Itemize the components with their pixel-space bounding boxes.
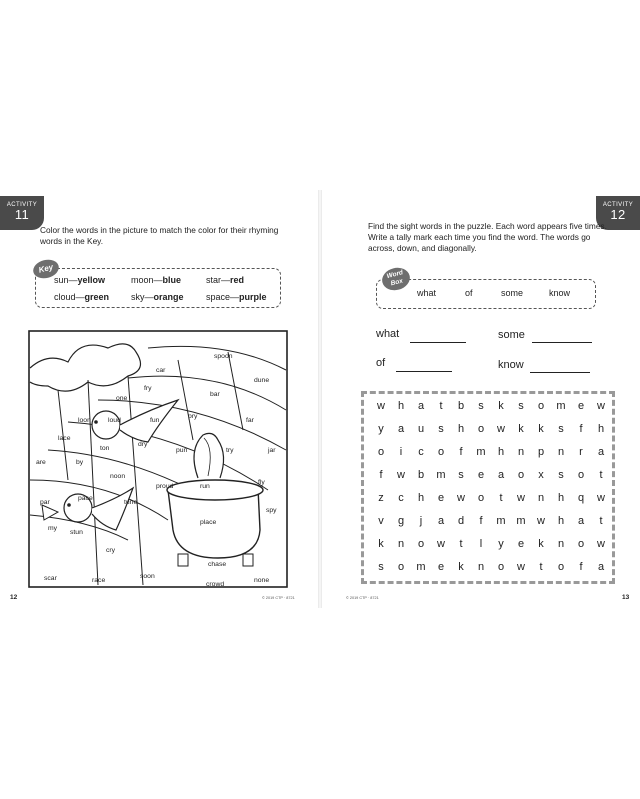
grid-letter[interactable]: t [599,469,603,481]
picture-word: loud [108,417,121,424]
grid-letter[interactable]: s [438,423,444,435]
picture-word: try [226,447,234,454]
picture-word: fry [144,385,152,392]
grid-letter[interactable]: y [498,538,504,550]
grid-letter[interactable]: k [498,400,504,412]
picture-word: spoon [214,353,233,360]
page-number-right: 13 [622,594,630,601]
left-page [0,190,318,608]
picture-word: scar [44,575,57,582]
key-item: sun—yellow [54,275,106,285]
grid-letter[interactable]: y [378,423,384,435]
grid-letter[interactable]: t [439,400,443,412]
grid-letter[interactable]: z [378,492,384,504]
grid-letter[interactable]: w [597,400,605,412]
grid-letter[interactable]: h [457,423,465,435]
key-item: moon—blue [131,275,182,285]
grid-letter[interactable]: a [417,400,425,412]
word-box-badge: Word Box [380,265,412,293]
copyright-right: © 2019 CTP · 8721 [346,596,379,600]
picture-word: car [156,367,166,374]
grid-letter[interactable]: t [539,561,543,573]
tally-blank[interactable] [396,371,452,372]
picture-word: tune [124,499,138,506]
picture-word: bar [210,391,220,398]
tally-blank[interactable] [410,342,466,343]
picture-word: fly [258,479,265,486]
grid-letter[interactable]: o [577,538,585,550]
workbook-spread [0,190,640,608]
grid-letter[interactable]: a [597,446,605,458]
grid-letter[interactable]: a [577,515,585,527]
grid-letter[interactable]: f [579,423,583,435]
grid-letter[interactable]: l [479,538,483,550]
grid-letter[interactable]: k [458,561,464,573]
grid-letter[interactable]: w [457,492,465,504]
picture-word: noon [110,473,126,480]
grid-letter[interactable]: w [437,538,445,550]
grid-letter[interactable]: w [537,515,545,527]
grid-letter[interactable]: n [517,446,525,458]
grid-row [364,395,612,418]
grid-letter[interactable]: m [436,469,446,481]
picture-word: are [36,459,46,466]
page-number-left: 12 [10,594,18,601]
grid-letter[interactable]: n [537,492,545,504]
grid-letter[interactable]: t [499,492,503,504]
picture-word: loon [78,417,91,424]
right-page [322,190,640,608]
grid-row [364,487,612,510]
picture-word: dry [138,441,148,448]
picture-word: by [76,459,84,466]
picture-word: spy [266,507,277,514]
grid-row [364,556,612,579]
grid-letter[interactable]: d [457,515,465,527]
picture-word: my [48,525,58,532]
picture-word: soon [140,573,155,580]
picture-word: chase [208,561,227,568]
grid-letter[interactable]: m [556,400,566,412]
grid-letter[interactable]: s [518,400,524,412]
grid-letter[interactable]: s [478,400,484,412]
copyright-left: © 2019 CTP · 8721 [262,596,295,600]
grid-letter[interactable]: o [497,561,505,573]
grid-letter[interactable]: g [397,515,405,527]
picture-word: lace [58,435,71,442]
tally-word: some [498,329,525,341]
activity-tab-left [0,196,44,230]
grid-letter[interactable]: i [399,446,403,458]
grid-letter[interactable]: f [479,515,483,527]
picture-word: pry [188,413,198,420]
grid-row [364,441,612,464]
grid-letter[interactable]: s [558,469,564,481]
grid-letter[interactable]: b [457,400,465,412]
grid-letter[interactable]: h [497,446,505,458]
grid-letter[interactable]: h [557,515,565,527]
picture-word: none [254,577,270,584]
picture-word: stun [70,529,83,536]
picture-word: crowd [206,581,225,588]
picture-word: far [246,417,254,424]
color-by-word-picture [28,330,288,588]
picture-word: place [200,519,217,526]
key-box [35,268,281,308]
grid-letter[interactable]: w [517,561,525,573]
activity-number: 11 [14,207,30,222]
grid-letter[interactable]: k [538,538,544,550]
grid-letter[interactable]: e [517,538,525,550]
grid-letter[interactable]: o [377,446,385,458]
grid-letter[interactable]: o [557,561,565,573]
grid-letter[interactable]: j [419,515,423,527]
grid-letter[interactable]: h [417,492,425,504]
grid-letter[interactable]: c [418,446,424,458]
grid-letter[interactable]: o [577,469,585,481]
grid-letter[interactable]: n [557,538,565,550]
grid-letter[interactable]: n [397,538,405,550]
grid-letter[interactable]: f [579,561,583,573]
grid-letter[interactable]: k [378,538,384,550]
grid-letter[interactable]: n [557,446,565,458]
grid-letter[interactable]: o [477,492,485,504]
grid-letter[interactable]: a [437,515,445,527]
picture-word: jar [268,447,276,454]
grid-letter[interactable]: u [417,423,425,435]
tally-blank[interactable] [530,372,590,373]
grid-letter[interactable]: b [417,469,425,481]
grid-letter[interactable]: p [537,446,545,458]
grid-row [364,418,612,441]
picture-word: fun [150,417,160,424]
word-box-word: know [549,288,571,298]
activity-label: ACTIVITY [6,202,38,208]
grid-letter[interactable]: w [597,492,605,504]
tally-word: what [376,328,400,340]
picture-word: one [116,395,128,402]
key-item: cloud—green [54,292,110,302]
word-search-grid [361,391,615,584]
grid-letter[interactable]: w [517,492,525,504]
word-box [376,279,596,309]
grid-letter[interactable]: w [597,538,605,550]
grid-letter[interactable]: k [538,423,544,435]
grid-letter[interactable]: e [437,492,445,504]
grid-letter[interactable]: f [459,446,463,458]
grid-letter[interactable]: o [537,400,545,412]
picture-word: par [40,499,50,506]
picture-word: cry [106,547,116,554]
grid-letter[interactable]: w [497,423,505,435]
activity-number: 12 [610,207,626,222]
grid-letter[interactable]: o [477,423,485,435]
grid-letter[interactable]: h [397,400,405,412]
grid-letter[interactable]: t [459,538,463,550]
grid-letter[interactable]: k [518,423,524,435]
grid-letter[interactable]: e [577,400,585,412]
grid-letter[interactable]: f [379,469,383,481]
grid-letter[interactable]: s [558,423,564,435]
word-box-word: what [417,288,437,298]
key-item: sky—orange [131,292,184,302]
grid-row [364,533,612,556]
grid-letter[interactable]: o [397,561,405,573]
grid-row [364,510,612,533]
grid-letter[interactable]: m [516,515,526,527]
grid-letter[interactable]: o [517,469,525,481]
picture-word: ton [100,445,110,452]
grid-letter[interactable]: s [378,561,384,573]
picture-word: race [92,577,106,584]
grid-letter[interactable]: a [497,469,505,481]
grid-letter[interactable]: h [557,492,565,504]
grid-letter[interactable]: m [416,561,426,573]
grid-letter[interactable]: q [577,492,585,504]
grid-letter[interactable]: w [397,469,405,481]
grid-letter[interactable]: s [458,469,464,481]
key-item: star—red [206,275,245,285]
grid-letter[interactable]: h [597,423,605,435]
left-instructions: Color the words in the picture to match the color for their rhyming words in the Key. [40,225,279,246]
picture-word: pace [78,495,93,502]
tally-blank[interactable] [532,342,592,343]
grid-letter[interactable]: e [477,469,485,481]
grid-letter[interactable]: x [538,469,544,481]
grid-letter[interactable]: a [597,561,605,573]
picture-word: pun [176,447,188,454]
grid-letter[interactable]: m [496,515,506,527]
tally-word: know [498,359,524,371]
activity-label: ACTIVITY [602,202,634,208]
word-box-word: of [465,288,473,298]
grid-row [364,464,612,487]
grid-letter[interactable]: c [398,492,404,504]
grid-letter[interactable]: n [477,561,485,573]
picture-word: proud [156,483,174,490]
grid-letter[interactable]: o [437,446,445,458]
key-badge: Key [31,257,61,281]
tally-word: of [376,357,386,369]
grid-letter[interactable]: e [437,561,445,573]
grid-letter[interactable]: v [378,515,384,527]
right-instructions: Find the sight words in the puzzle. Each word appears five times. Write a tally mark each time you find the word. The words go across, down, and diagonally. [368,221,607,253]
picture-word: run [200,483,210,490]
grid-letter[interactable]: m [476,446,486,458]
grid-letter[interactable]: a [397,423,405,435]
grid-letter[interactable]: w [377,400,385,412]
picture-word: dune [254,377,270,384]
grid-letter[interactable]: t [599,515,603,527]
key-item: space—purple [206,292,267,302]
grid-letter[interactable]: o [417,538,425,550]
word-box-word: some [501,288,524,298]
grid-letter[interactable]: r [579,446,583,458]
